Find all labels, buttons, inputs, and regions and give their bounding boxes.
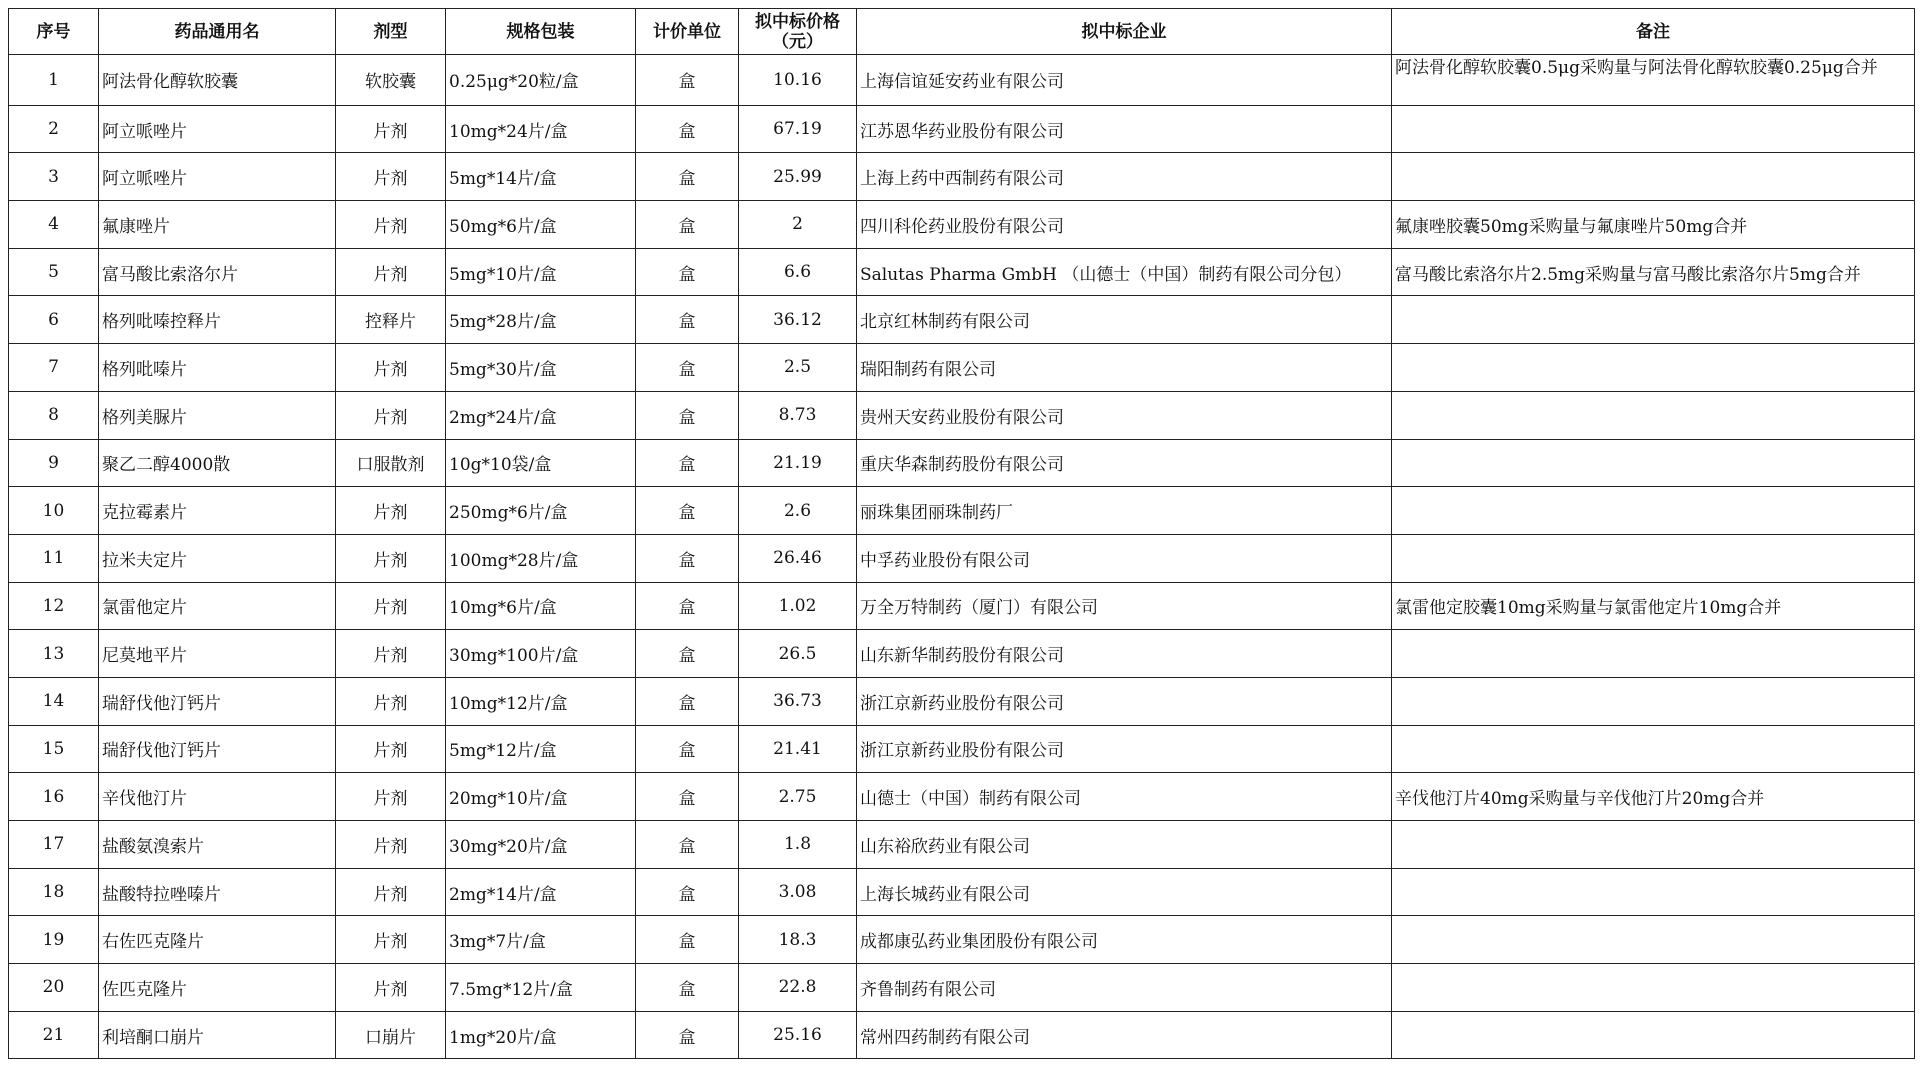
header-price-unit: 计价单位 — [636, 9, 739, 55]
cell-dosage-form: 片剂 — [336, 153, 446, 201]
cell-remark — [1392, 1011, 1915, 1059]
cell-remark — [1392, 630, 1915, 678]
cell-remark — [1392, 439, 1915, 487]
cell-company: 山东新华制药股份有限公司 — [857, 630, 1392, 678]
table-row — [9, 105, 1915, 153]
table-row — [9, 153, 1915, 201]
cell-drug-name: 格列美脲片 — [99, 391, 336, 439]
header-dosage-form: 剂型 — [336, 9, 446, 55]
cell-price-unit: 盒 — [636, 964, 739, 1012]
cell-price-unit: 盒 — [636, 248, 739, 296]
cell-bid-price: 2.75 — [739, 773, 857, 821]
cell-bid-price: 21.19 — [739, 439, 857, 487]
cell-price-unit: 盒 — [636, 55, 739, 106]
cell-spec-package: 50mg*6片/盒 — [446, 201, 636, 249]
cell-remark — [1392, 821, 1915, 869]
cell-seq: 2 — [9, 105, 99, 153]
cell-company: 山东裕欣药业有限公司 — [857, 821, 1392, 869]
cell-remark: 氟康唑胶囊50mg采购量与氟康唑片50mg合并 — [1392, 201, 1915, 249]
cell-seq: 14 — [9, 677, 99, 725]
cell-seq: 16 — [9, 773, 99, 821]
cell-bid-price: 18.3 — [739, 916, 857, 964]
cell-remark — [1392, 487, 1915, 535]
cell-drug-name: 格列吡嗪控释片 — [99, 296, 336, 344]
cell-seq: 11 — [9, 534, 99, 582]
cell-company: Salutas Pharma GmbH （山德士（中国）制药有限公司分包） — [857, 248, 1392, 296]
table-body — [9, 55, 1915, 1059]
cell-bid-price: 2 — [739, 201, 857, 249]
cell-drug-name: 盐酸特拉唑嗪片 — [99, 868, 336, 916]
cell-seq: 7 — [9, 344, 99, 392]
cell-spec-package: 5mg*28片/盒 — [446, 296, 636, 344]
cell-price-unit: 盒 — [636, 487, 739, 535]
cell-spec-package: 100mg*28片/盒 — [446, 534, 636, 582]
cell-bid-price: 21.41 — [739, 725, 857, 773]
cell-bid-price: 6.6 — [739, 248, 857, 296]
cell-company: 成都康弘药业集团股份有限公司 — [857, 916, 1392, 964]
cell-bid-price: 26.5 — [739, 630, 857, 678]
cell-seq: 9 — [9, 439, 99, 487]
cell-dosage-form: 片剂 — [336, 391, 446, 439]
cell-spec-package: 5mg*12片/盒 — [446, 725, 636, 773]
table-row — [9, 296, 1915, 344]
cell-remark — [1392, 391, 1915, 439]
cell-bid-price: 36.12 — [739, 296, 857, 344]
cell-company: 浙江京新药业股份有限公司 — [857, 725, 1392, 773]
cell-price-unit: 盒 — [636, 105, 739, 153]
cell-seq: 13 — [9, 630, 99, 678]
cell-company: 常州四药制药有限公司 — [857, 1011, 1392, 1059]
cell-drug-name: 拉米夫定片 — [99, 534, 336, 582]
cell-bid-price: 67.19 — [739, 105, 857, 153]
cell-drug-name: 佐匹克隆片 — [99, 964, 336, 1012]
cell-seq: 6 — [9, 296, 99, 344]
cell-dosage-form: 片剂 — [336, 630, 446, 678]
cell-drug-name: 盐酸氨溴索片 — [99, 821, 336, 869]
cell-remark — [1392, 868, 1915, 916]
cell-spec-package: 10mg*24片/盒 — [446, 105, 636, 153]
cell-company: 上海长城药业有限公司 — [857, 868, 1392, 916]
cell-bid-price: 26.46 — [739, 534, 857, 582]
cell-seq: 1 — [9, 55, 99, 106]
cell-seq: 4 — [9, 201, 99, 249]
cell-drug-name: 尼莫地平片 — [99, 630, 336, 678]
cell-seq: 3 — [9, 153, 99, 201]
cell-bid-price: 2.6 — [739, 487, 857, 535]
cell-seq: 17 — [9, 821, 99, 869]
cell-drug-name: 聚乙二醇4000散 — [99, 439, 336, 487]
cell-price-unit: 盒 — [636, 916, 739, 964]
cell-price-unit: 盒 — [636, 677, 739, 725]
cell-drug-name: 利培酮口崩片 — [99, 1011, 336, 1059]
table-row — [9, 868, 1915, 916]
cell-company: 山德士（中国）制药有限公司 — [857, 773, 1392, 821]
cell-bid-price: 1.8 — [739, 821, 857, 869]
header-row — [9, 9, 1915, 55]
cell-dosage-form: 口服散剂 — [336, 439, 446, 487]
cell-spec-package: 3mg*7片/盒 — [446, 916, 636, 964]
header-drug-name: 药品通用名 — [99, 9, 336, 55]
cell-drug-name: 格列吡嗪片 — [99, 344, 336, 392]
cell-drug-name: 氟康唑片 — [99, 201, 336, 249]
cell-spec-package: 2mg*24片/盒 — [446, 391, 636, 439]
table-row — [9, 725, 1915, 773]
cell-spec-package: 5mg*30片/盒 — [446, 344, 636, 392]
cell-bid-price: 3.08 — [739, 868, 857, 916]
cell-dosage-form: 片剂 — [336, 773, 446, 821]
cell-company: 万全万特制药（厦门）有限公司 — [857, 582, 1392, 630]
table-row — [9, 964, 1915, 1012]
cell-dosage-form: 片剂 — [336, 248, 446, 296]
cell-remark — [1392, 964, 1915, 1012]
cell-spec-package: 7.5mg*12片/盒 — [446, 964, 636, 1012]
header-seq: 序号 — [9, 9, 99, 55]
cell-dosage-form: 片剂 — [336, 821, 446, 869]
cell-price-unit: 盒 — [636, 344, 739, 392]
cell-spec-package: 10mg*12片/盒 — [446, 677, 636, 725]
cell-remark: 富马酸比索洛尔片2.5mg采购量与富马酸比索洛尔片5mg合并 — [1392, 248, 1915, 296]
header-bid-price: 拟中标价格（元） — [739, 9, 857, 55]
cell-dosage-form: 片剂 — [336, 201, 446, 249]
cell-dosage-form: 片剂 — [336, 677, 446, 725]
cell-seq: 15 — [9, 725, 99, 773]
cell-dosage-form: 片剂 — [336, 344, 446, 392]
cell-seq: 8 — [9, 391, 99, 439]
cell-company: 上海上药中西制药有限公司 — [857, 153, 1392, 201]
table-row — [9, 439, 1915, 487]
table-row — [9, 248, 1915, 296]
cell-dosage-form: 片剂 — [336, 964, 446, 1012]
cell-drug-name: 克拉霉素片 — [99, 487, 336, 535]
cell-dosage-form: 片剂 — [336, 916, 446, 964]
cell-spec-package: 10mg*6片/盒 — [446, 582, 636, 630]
header-company: 拟中标企业 — [857, 9, 1392, 55]
cell-remark — [1392, 344, 1915, 392]
table-row — [9, 391, 1915, 439]
cell-drug-name: 辛伐他汀片 — [99, 773, 336, 821]
cell-remark: 阿法骨化醇软胶囊0.5μg采购量与阿法骨化醇软胶囊0.25μg合并 — [1392, 55, 1915, 106]
cell-dosage-form: 软胶囊 — [336, 55, 446, 106]
table-row — [9, 344, 1915, 392]
table-row — [9, 821, 1915, 869]
cell-price-unit: 盒 — [636, 725, 739, 773]
cell-seq: 21 — [9, 1011, 99, 1059]
cell-dosage-form: 片剂 — [336, 582, 446, 630]
cell-bid-price: 2.5 — [739, 344, 857, 392]
cell-price-unit: 盒 — [636, 391, 739, 439]
cell-remark — [1392, 153, 1915, 201]
cell-company: 江苏恩华药业股份有限公司 — [857, 105, 1392, 153]
cell-price-unit: 盒 — [636, 1011, 739, 1059]
cell-bid-price: 10.16 — [739, 55, 857, 106]
cell-company: 重庆华森制药股份有限公司 — [857, 439, 1392, 487]
cell-company: 四川科伦药业股份有限公司 — [857, 201, 1392, 249]
cell-seq: 18 — [9, 868, 99, 916]
cell-bid-price: 25.16 — [739, 1011, 857, 1059]
cell-seq: 12 — [9, 582, 99, 630]
cell-spec-package: 5mg*10片/盒 — [446, 248, 636, 296]
cell-seq: 19 — [9, 916, 99, 964]
cell-spec-package: 5mg*14片/盒 — [446, 153, 636, 201]
cell-bid-price: 1.02 — [739, 582, 857, 630]
cell-price-unit: 盒 — [636, 439, 739, 487]
cell-drug-name: 右佐匹克隆片 — [99, 916, 336, 964]
cell-company: 丽珠集团丽珠制药厂 — [857, 487, 1392, 535]
cell-drug-name: 瑞舒伐他汀钙片 — [99, 725, 336, 773]
cell-price-unit: 盒 — [636, 773, 739, 821]
table-row — [9, 916, 1915, 964]
cell-price-unit: 盒 — [636, 630, 739, 678]
cell-drug-name: 阿立哌唑片 — [99, 153, 336, 201]
cell-price-unit: 盒 — [636, 296, 739, 344]
cell-dosage-form: 片剂 — [336, 534, 446, 582]
cell-drug-name: 阿立哌唑片 — [99, 105, 336, 153]
drug-bid-table-sheet — [8, 8, 1914, 1059]
cell-company: 北京红林制药有限公司 — [857, 296, 1392, 344]
cell-dosage-form: 片剂 — [336, 868, 446, 916]
cell-dosage-form: 控释片 — [336, 296, 446, 344]
cell-company: 中孚药业股份有限公司 — [857, 534, 1392, 582]
table-row — [9, 630, 1915, 678]
cell-dosage-form: 片剂 — [336, 725, 446, 773]
cell-remark — [1392, 725, 1915, 773]
cell-bid-price: 8.73 — [739, 391, 857, 439]
cell-price-unit: 盒 — [636, 201, 739, 249]
cell-spec-package: 20mg*10片/盒 — [446, 773, 636, 821]
cell-remark — [1392, 677, 1915, 725]
cell-company: 上海信谊延安药业有限公司 — [857, 55, 1392, 106]
cell-spec-package: 30mg*100片/盒 — [446, 630, 636, 678]
cell-seq: 5 — [9, 248, 99, 296]
cell-price-unit: 盒 — [636, 821, 739, 869]
cell-drug-name: 阿法骨化醇软胶囊 — [99, 55, 336, 106]
cell-spec-package: 250mg*6片/盒 — [446, 487, 636, 535]
cell-company: 浙江京新药业股份有限公司 — [857, 677, 1392, 725]
cell-drug-name: 氯雷他定片 — [99, 582, 336, 630]
cell-company: 瑞阳制药有限公司 — [857, 344, 1392, 392]
cell-drug-name: 富马酸比索洛尔片 — [99, 248, 336, 296]
cell-drug-name: 瑞舒伐他汀钙片 — [99, 677, 336, 725]
cell-price-unit: 盒 — [636, 868, 739, 916]
cell-remark — [1392, 105, 1915, 153]
cell-company: 贵州天安药业股份有限公司 — [857, 391, 1392, 439]
cell-spec-package: 1mg*20片/盒 — [446, 1011, 636, 1059]
cell-remark: 辛伐他汀片40mg采购量与辛伐他汀片20mg合并 — [1392, 773, 1915, 821]
cell-price-unit: 盒 — [636, 534, 739, 582]
cell-remark — [1392, 296, 1915, 344]
table-row — [9, 487, 1915, 535]
cell-remark — [1392, 916, 1915, 964]
cell-price-unit: 盒 — [636, 153, 739, 201]
cell-company: 齐鲁制药有限公司 — [857, 964, 1392, 1012]
cell-seq: 20 — [9, 964, 99, 1012]
cell-remark: 氯雷他定胶囊10mg采购量与氯雷他定片10mg合并 — [1392, 582, 1915, 630]
table-row — [9, 582, 1915, 630]
cell-spec-package: 2mg*14片/盒 — [446, 868, 636, 916]
cell-dosage-form: 片剂 — [336, 105, 446, 153]
table-row — [9, 773, 1915, 821]
header-remark: 备注 — [1392, 9, 1915, 55]
cell-price-unit: 盒 — [636, 582, 739, 630]
header-spec-package: 规格包装 — [446, 9, 636, 55]
cell-dosage-form: 片剂 — [336, 487, 446, 535]
table-row — [9, 534, 1915, 582]
table-row — [9, 1011, 1915, 1059]
cell-seq: 10 — [9, 487, 99, 535]
cell-bid-price: 25.99 — [739, 153, 857, 201]
cell-remark — [1392, 534, 1915, 582]
cell-spec-package: 10g*10袋/盒 — [446, 439, 636, 487]
table-row — [9, 201, 1915, 249]
table-row — [9, 677, 1915, 725]
drug-bid-table — [8, 8, 1915, 1059]
table-row — [9, 55, 1915, 106]
cell-dosage-form: 口崩片 — [336, 1011, 446, 1059]
cell-spec-package: 30mg*20片/盒 — [446, 821, 636, 869]
cell-bid-price: 36.73 — [739, 677, 857, 725]
cell-spec-package: 0.25μg*20粒/盒 — [446, 55, 636, 106]
cell-bid-price: 22.8 — [739, 964, 857, 1012]
